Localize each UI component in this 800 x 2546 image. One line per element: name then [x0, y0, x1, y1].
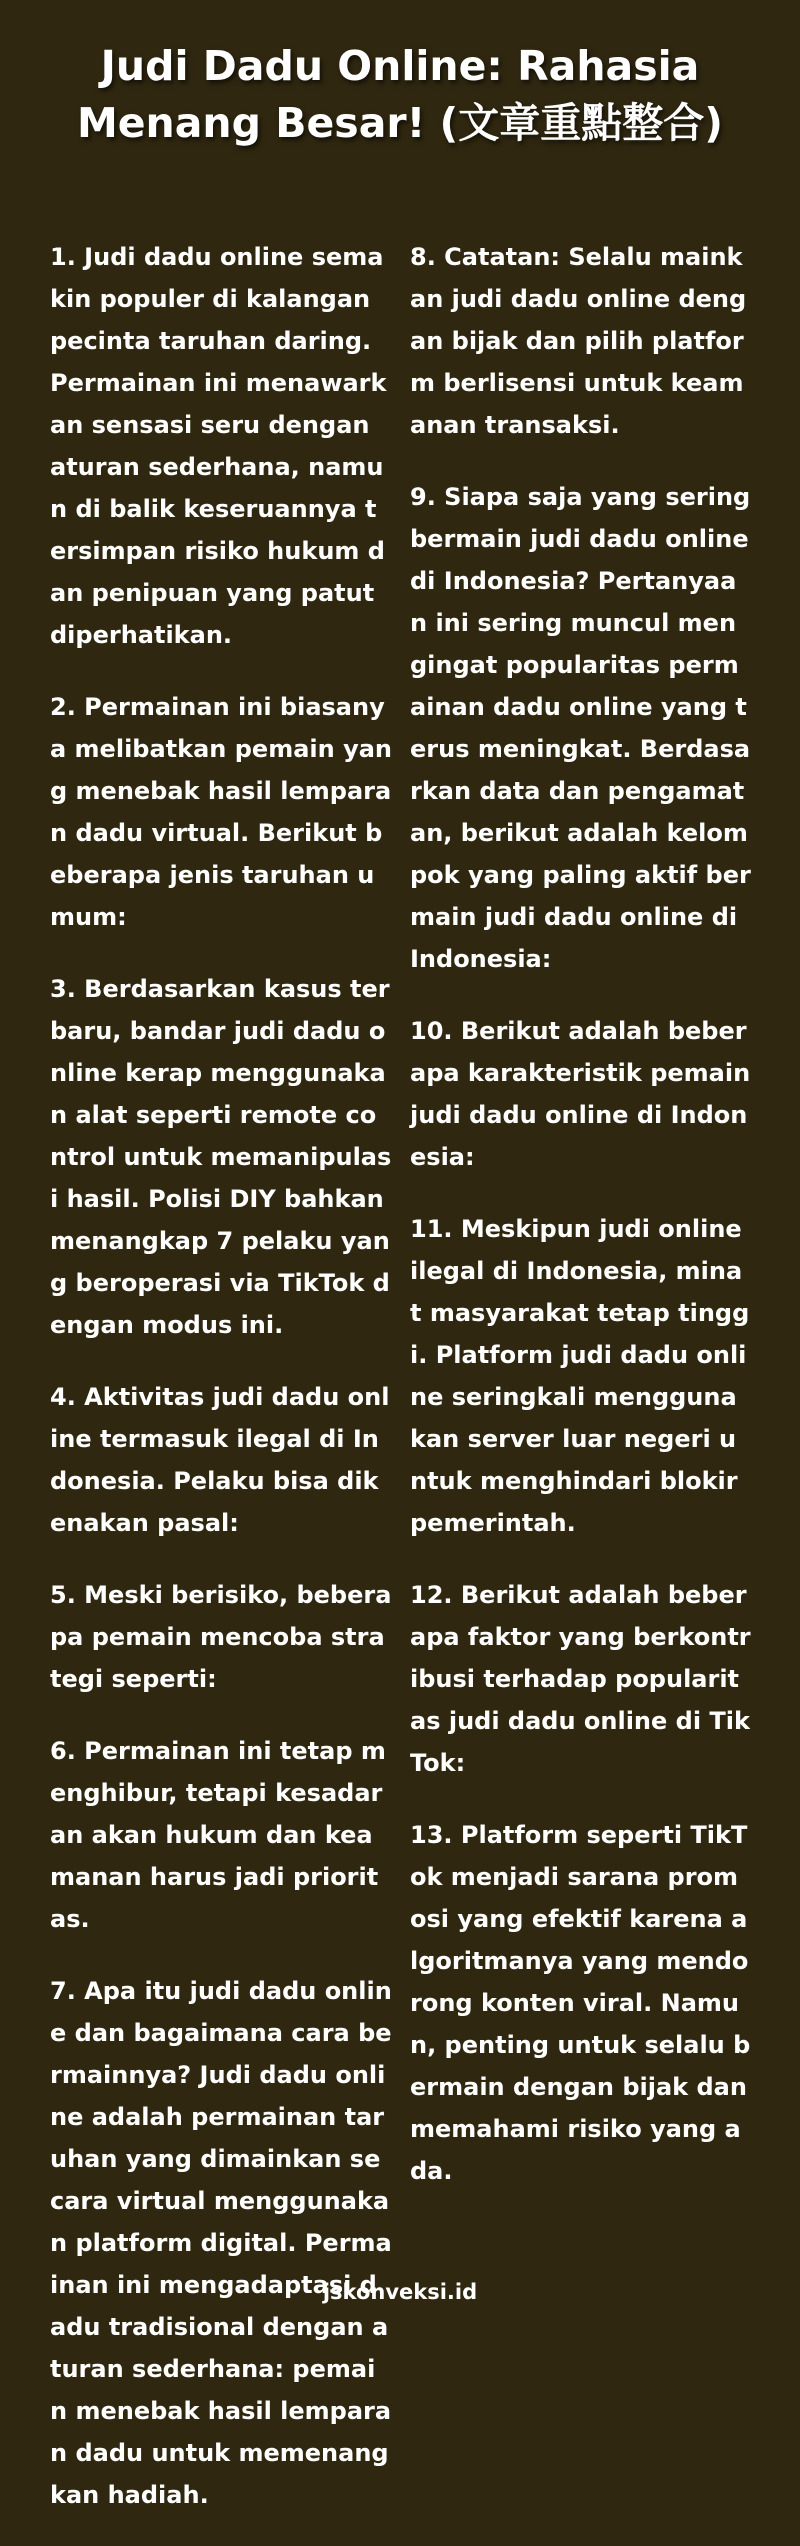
list-item: 7. Apa itu judi dadu online dan bagaimana cara bermainnya? Judi dadu online adalah permainan taruhan yang dimainkan secara virtual menggunakan platform digital. Permainan ini mengadaptasi dadu tradisional dengan aturan sederhana: pemain menebak hasil lemparan dadu untuk memenangkan hadiah. [50, 1977, 392, 2509]
site-footer: jskonveksi.id [322, 2280, 478, 2304]
list-item: 8. Catatan: Selalu mainkan judi dadu online dengan bijak dan pilih platform berlisensi untuk keamanan transaksi. [410, 243, 747, 439]
list-item: 9. Siapa saja yang sering bermain judi dadu online di Indonesia? Pertanyaan ini sering muncul mengingat popularitas permainan dadu online yang terus meningkat. Berdasarkan data dan pengamatan, berikut adalah kelompok yang paling aktif bermain judi dadu online di Indonesia: [410, 483, 751, 973]
page-title: Judi Dadu Online: Rahasia Menang Besar! (文章重點整合) [76, 42, 724, 147]
list-item: 12. Berikut adalah beberapa faktor yang berkontribusi terhadap popularitas judi dadu online di TikTok: [410, 1581, 751, 1777]
list-item: 13. Platform seperti TikTok menjadi sarana promosi yang efektif karena algoritmanya yang mendorong konten viral. Namun, penting untuk selalu bermain dengan bijak dan memahami risiko yang ada. [410, 1821, 751, 2185]
list-item: 5. Meski berisiko, beberapa pemain mencoba strategi seperti: [50, 1581, 392, 1693]
list-item: 3. Berdasarkan kasus terbaru, bandar judi dadu online kerap menggunakan alat seperti remote control untuk memanipulasi hasil. Polisi DIY bahkan menangkap 7 pelaku yang beroperasi via TikTok dengan modus ini. [50, 975, 392, 1339]
list-item: 11. Meskipun judi online ilegal di Indonesia, minat masyarakat tetap tinggi. Platform judi dadu online seringkali menggunakan server luar negeri untuk menghindari blokir pemerintah. [410, 1215, 750, 1537]
list-item: 1. Judi dadu online semakin populer di kalangan pecinta taruhan daring. Permainan ini menawarkan sensasi seru dengan aturan sederhana, namun di balik keseruannya tersimpan risiko hukum dan penipuan yang patut diperhatikan. [50, 243, 387, 649]
list-item: 10. Berikut adalah beberapa karakteristik pemain judi dadu online di Indonesia: [410, 1017, 751, 1171]
list-item: 6. Permainan ini tetap menghibur, tetapi kesadaran akan hukum dan keamanan harus jadi prioritas. [50, 1737, 386, 1933]
right-column [410, 236, 752, 2222]
list-item: 2. Permainan ini biasanya melibatkan pemain yang menebak hasil lemparan dadu virtual. Berikut beberapa jenis taruhan umum: [50, 693, 392, 931]
list-item: 4. Aktivitas judi dadu online termasuk ilegal di Indonesia. Pelaku bisa dikenakan pasal: [50, 1383, 390, 1537]
left-column [50, 236, 392, 2546]
